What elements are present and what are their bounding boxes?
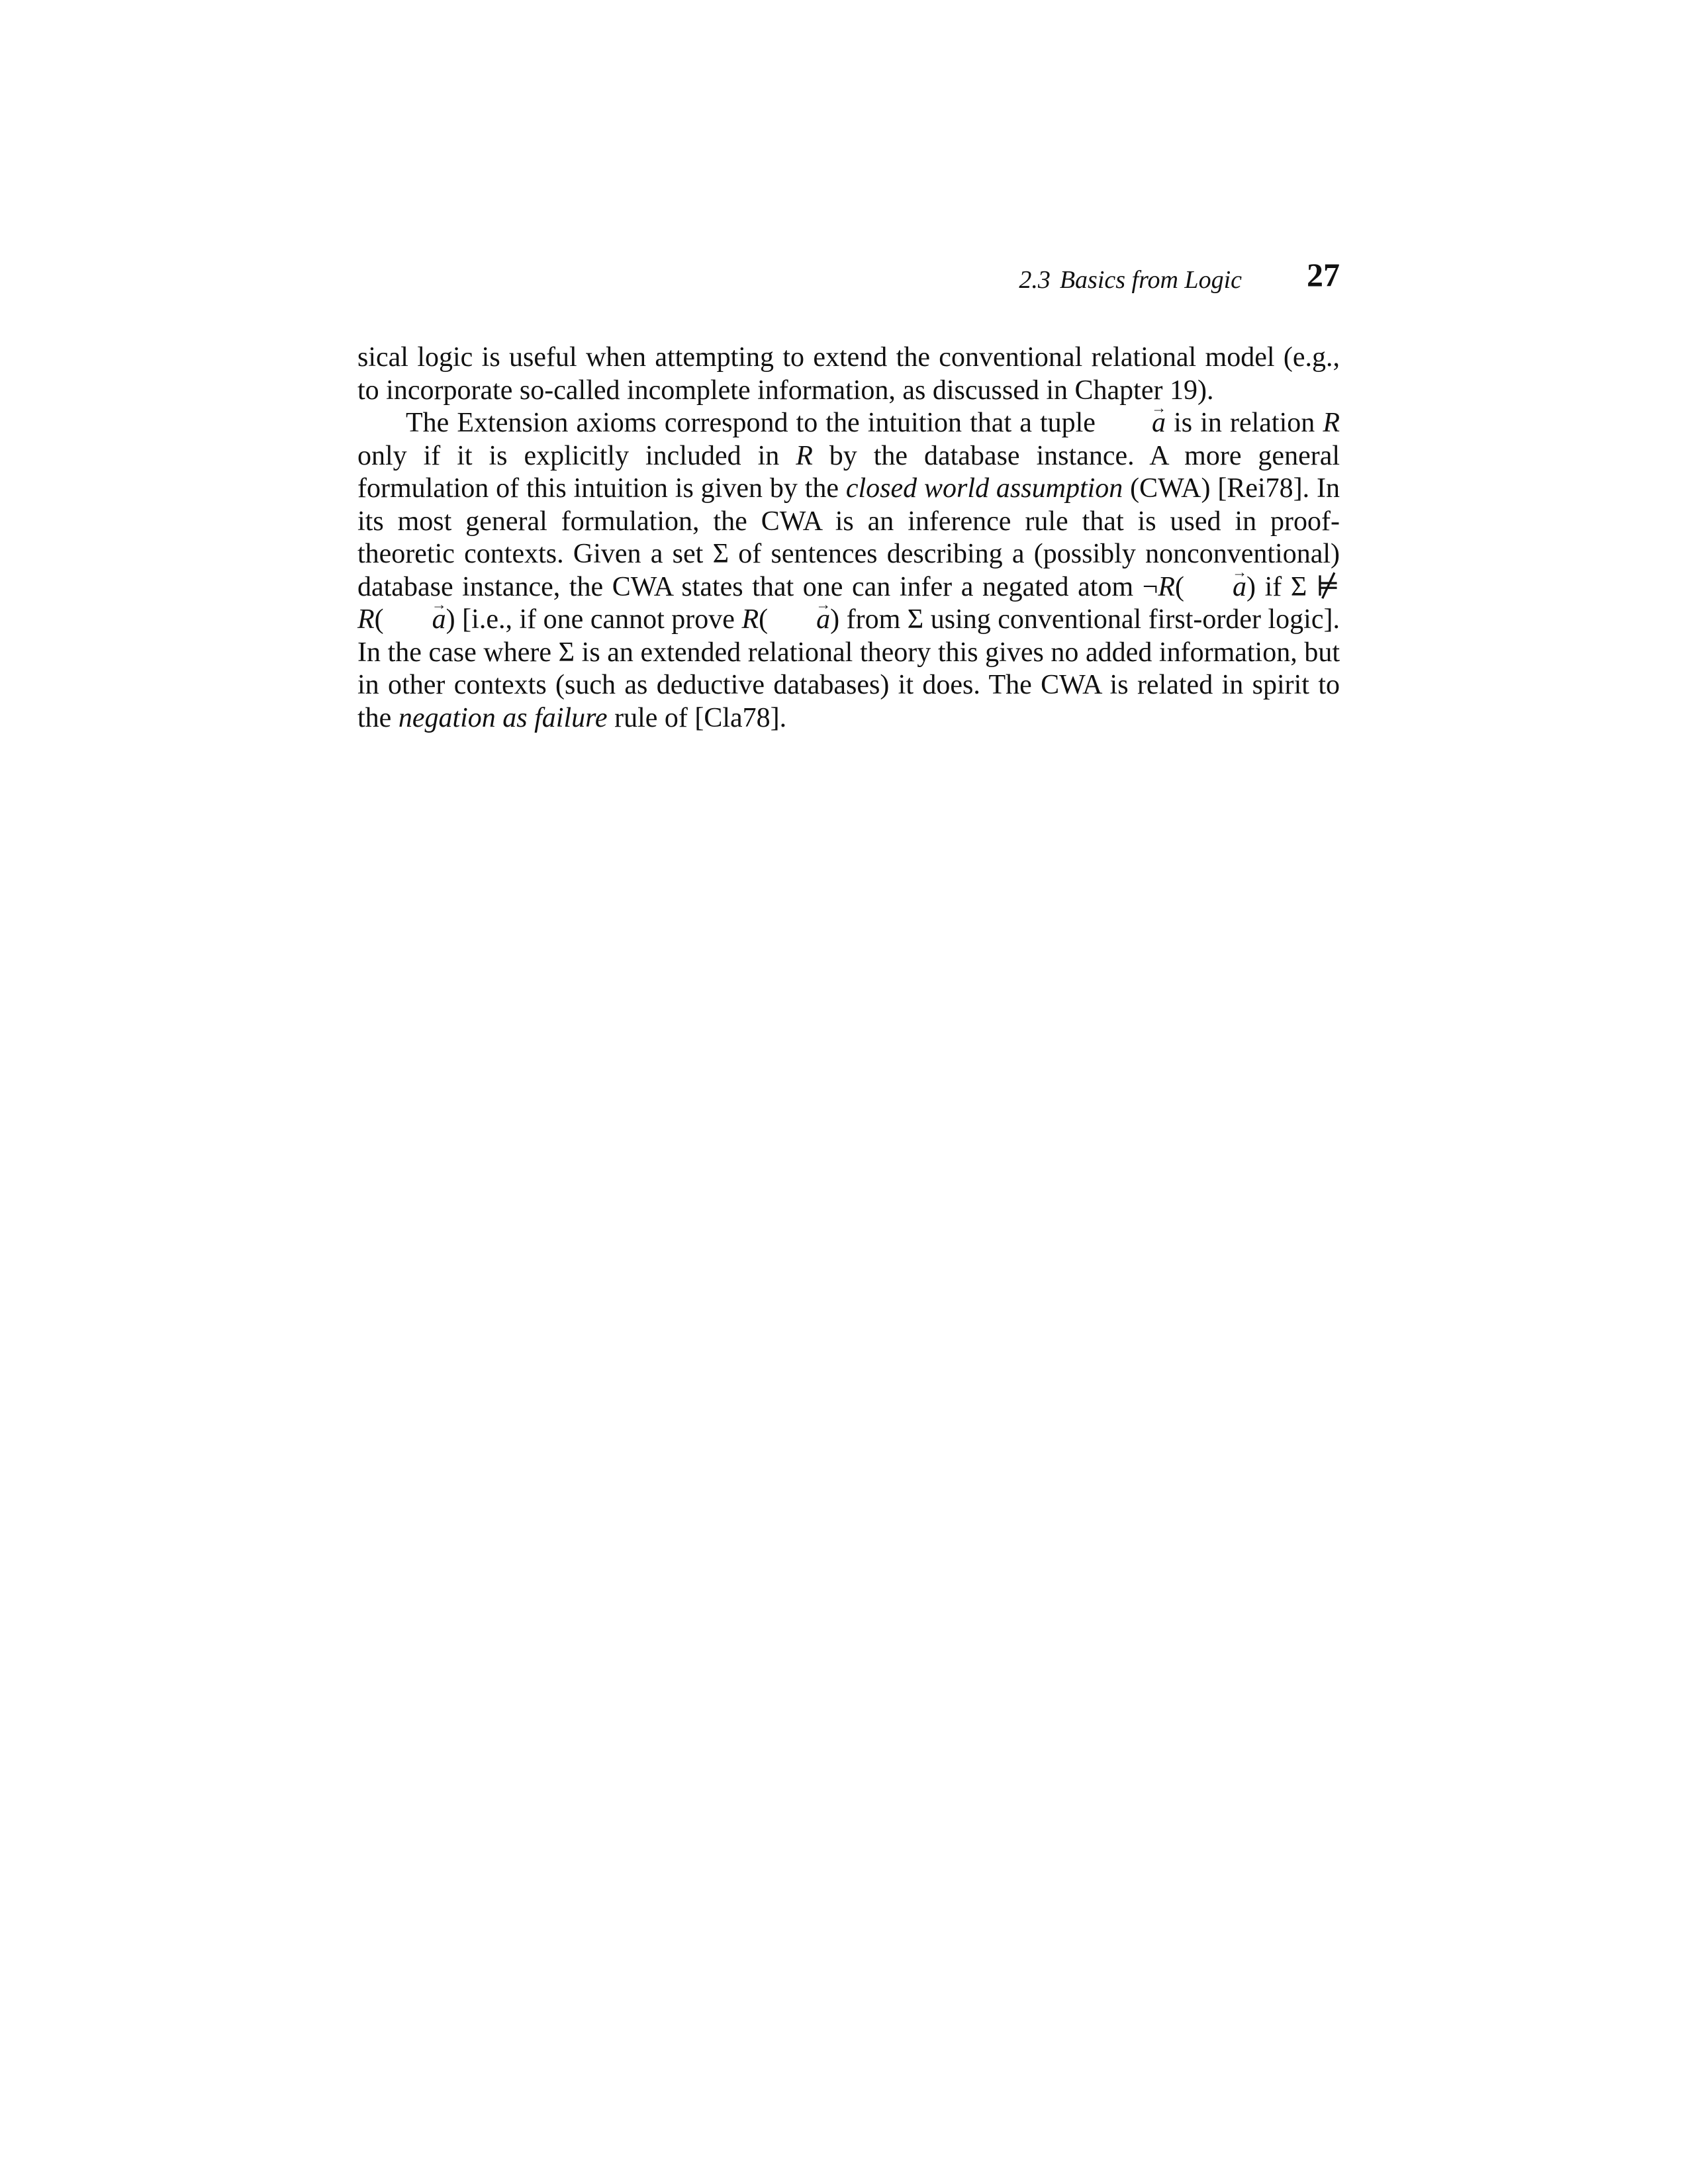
paren-close: ) <box>445 604 455 635</box>
text-segment: rule of [Cla78]. <box>607 702 787 733</box>
text-segment: only if it is explicitly included in <box>357 440 796 471</box>
paren-open: ( <box>1175 571 1185 602</box>
text-segment: (CWA) [Rei78]. In its most general formulation, the CWA is an inference rule that is used in proof-theoretic contexts. Given a set Σ of sentences describing a (possibly nonconventional) database instance, the CWA states that one can infer a negated atom <box>357 473 1340 602</box>
section-title: Basics from Logic <box>1059 266 1242 294</box>
tuple-vector-a: a → <box>1103 407 1166 440</box>
paragraph-cwa <box>357 407 1340 735</box>
negation-symbol: ¬ <box>1142 571 1158 602</box>
tuple-vector-a: a → <box>1184 571 1246 604</box>
text-segment: from Σ using conventional first-order logic]. In the case where Σ is an extended relational theory this gives no added information, but in other contexts (such as deductive databases) it does. The CWA is related in spirit to the <box>357 604 1340 733</box>
text-segment: by the database instance. A more general formulation of this intuition is given by the <box>357 440 1340 504</box>
body-text <box>357 341 1340 735</box>
relation-symbol: R <box>1323 408 1340 438</box>
paren-close: ) <box>830 604 840 635</box>
text-segment: [i.e., if one cannot prove <box>455 604 742 635</box>
tuple-vector-a: a → <box>384 604 446 637</box>
text-segment: if Σ ⊭ <box>1256 571 1340 602</box>
page-number: 27 <box>1307 256 1340 293</box>
paren-open: ( <box>374 604 384 635</box>
relation-symbol: R <box>1158 571 1176 602</box>
section-number: 2.3 <box>1019 266 1051 294</box>
text-segment: The Extension axioms correspond to the intuition that a tuple <box>406 408 1104 438</box>
running-head <box>357 258 1340 304</box>
paren-close: ) <box>1246 571 1256 602</box>
tuple-vector-a: a → <box>768 604 830 637</box>
term-closed-world-assumption: closed world assumption <box>845 473 1123 504</box>
relation-symbol: R <box>357 604 375 635</box>
paren-open: ( <box>759 604 769 635</box>
relation-symbol: R <box>741 604 759 635</box>
paragraph-continuation: sical logic is useful when attempting to extend the conventional relational model (e.g., to incorporate so-called incomplete information, as discussed in Chapter 19). <box>357 342 1340 406</box>
running-head-section <box>1019 267 1242 293</box>
term-negation-as-failure: negation as failure <box>398 702 608 733</box>
text-segment: is in relation <box>1166 408 1323 438</box>
relation-symbol: R <box>796 440 813 471</box>
